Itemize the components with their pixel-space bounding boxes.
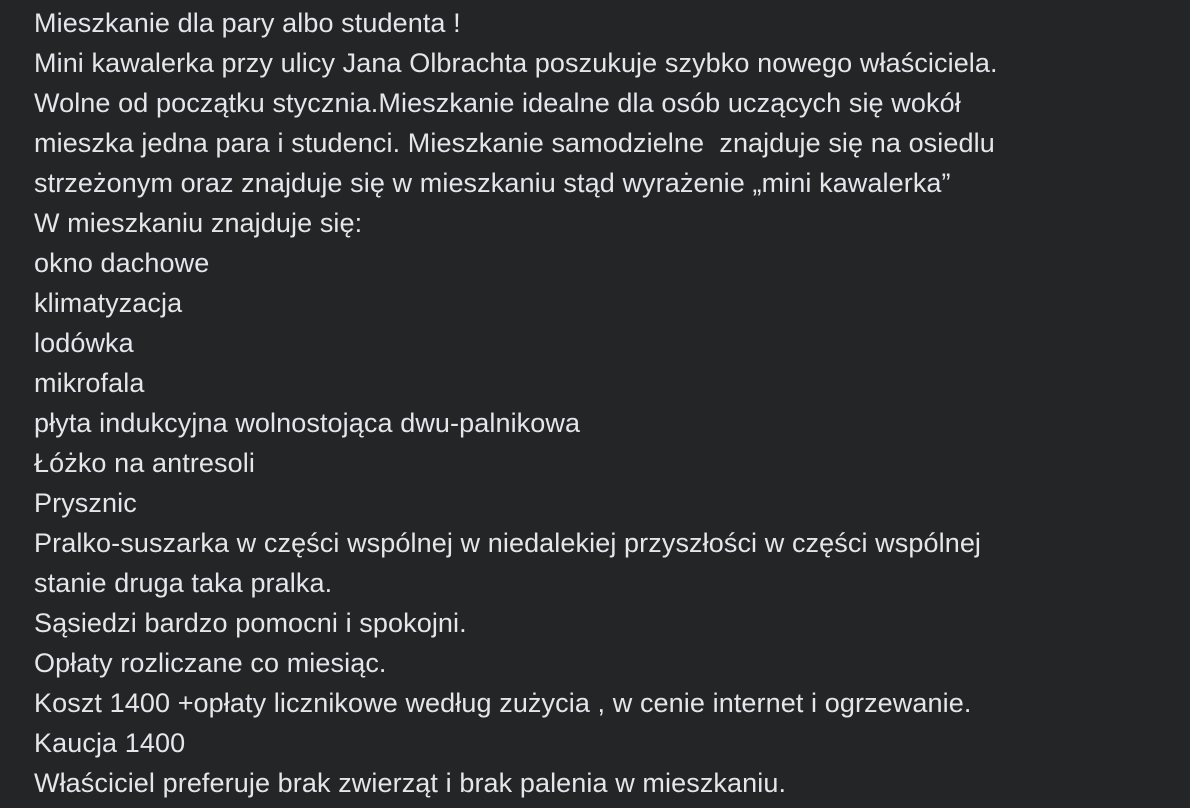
post-line: Właściciel preferuje brak zwierząt i brak palenia w mieszkaniu.: [34, 768, 787, 798]
post-line: Sąsiedzi bardzo pomocni i spokojni.: [34, 608, 467, 638]
post-line: Opłaty rozliczane co miesiąc.: [34, 648, 387, 678]
post-text: [34, 3, 1174, 803]
amenity-item: mikrofala: [34, 368, 145, 398]
amenity-item: Pralko-suszarka w części wspólnej w niedalekiej przyszłości w części wspólnej: [34, 528, 982, 558]
amenity-item: Łóżko na antresoli: [34, 448, 255, 478]
post-line: Wolne od początku stycznia.Mieszkanie idealne dla osób uczących się wokół: [34, 88, 961, 118]
post-line: strzeżonym oraz znajduje się w mieszkaniu stąd wyrażenie „mini kawalerka”: [34, 168, 951, 198]
deposit-line: Kaucja 1400: [34, 728, 186, 758]
post-title-line: Mieszkanie dla pary albo studenta !: [34, 8, 461, 38]
amenity-item-continued: stanie druga taka pralka.: [34, 568, 333, 598]
amenity-item: klimatyzacja: [34, 288, 183, 318]
post-line: mieszka jedna para i studenci. Mieszkanie samodzielne znajduje się na osiedlu: [34, 128, 995, 158]
amenity-item: okno dachowe: [34, 248, 210, 278]
amenity-item: lodówka: [34, 328, 134, 358]
post-line: Mini kawalerka przy ulicy Jana Olbrachta poszukuje szybko nowego właściciela.: [34, 48, 998, 78]
amenity-item: płyta indukcyjna wolnostojąca dwu-palnikowa: [34, 408, 581, 438]
price-line: Koszt 1400 +opłaty licznikowe według zużycia , w cenie internet i ogrzewanie.: [34, 688, 972, 718]
amenity-item: Prysznic: [34, 488, 137, 518]
amenities-heading: W mieszkaniu znajduje się:: [34, 208, 363, 238]
